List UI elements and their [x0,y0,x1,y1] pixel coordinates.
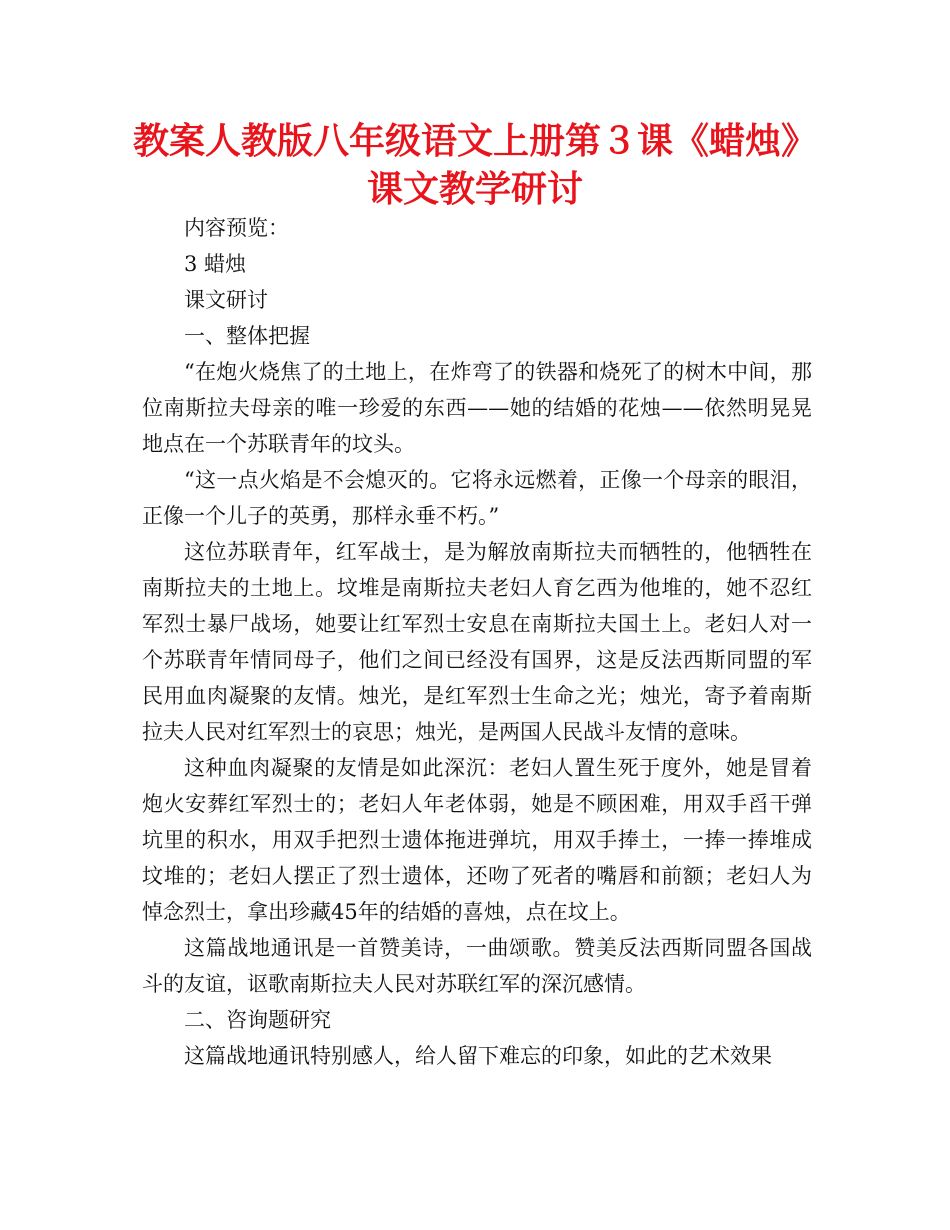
paragraph-analysis-1: 这位苏联青年，红军战士，是为解放南斯拉夫而牺牲的，他牺牲在南斯拉夫的土地上。坟堆是南斯拉夫老妇人育乞西为他堆的，她不忍红军烈士暴尸战场，她要让红军烈士安息在南斯拉夫国土上。老妇人对一个苏联青年情同母子，他们之间已经没有国界，这是反法西斯同盟的军民用血肉凝聚的友情。烛光，是红军烈士生命之光；烛光，寄予着南斯拉夫人民对红军烈士的哀思；烛光，是两国人民战斗友情的意味。 [142,540,812,744]
paragraph-analysis-2: 这种血肉凝聚的友情是如此深沉：老妇人置生死于度外，她是冒着炮火安葬红军烈士的；老妇人年老体弱，她是不顾困难，用双手舀干弹坑里的积水，用双手把烈士遗体拖进弹坑，用双手捧土，一捧一捧堆成坟堆的；老妇人摆正了烈士遗体，还吻了死者的嘴唇和前额；老妇人为悼念烈士，拿出珍藏45年的结婚的喜烛，点在坟上。 [142,756,812,924]
paragraph-quote-2: “这一点火焰是不会熄灭的。它将永远燃着，正像一个母亲的眼泪，正像一个儿子的英勇，那样永垂不朽。” [142,468,812,528]
paragraph-analysis-3: 这篇战地通讯是一首赞美诗，一曲颂歌。赞美反法西斯同盟各国战斗的友谊，讴歌南斯拉夫人民对苏联红军的深沉感情。 [142,936,812,996]
paragraph-lesson-number: 3 蜡烛 [184,252,247,276]
document-body [142,210,812,1074]
paragraph-subheading-overall: 一、整体把握 [184,324,310,348]
paragraph-quote-1: “在炮火烧焦了的土地上，在炸弯了的铁器和烧死了的树木中间，那位南斯拉夫母亲的唯一珍爱的东西——她的结婚的花烛——依然明晃晃地点在一个苏联青年的坟头。 [142,360,812,456]
paragraph-section-heading: 课文研讨 [184,288,268,312]
document-title: 教案人教版八年级语文上册第３课《蜡烛》课文教学研讨 [132,121,817,210]
paragraph-question-text: 这篇战地通讯特别感人，给人留下难忘的印象，如此的艺术效果 [184,1044,772,1068]
paragraph-preview-label: 内容预览： [184,216,289,240]
paragraph-subheading-questions: 二、咨询题研究 [184,1008,331,1032]
